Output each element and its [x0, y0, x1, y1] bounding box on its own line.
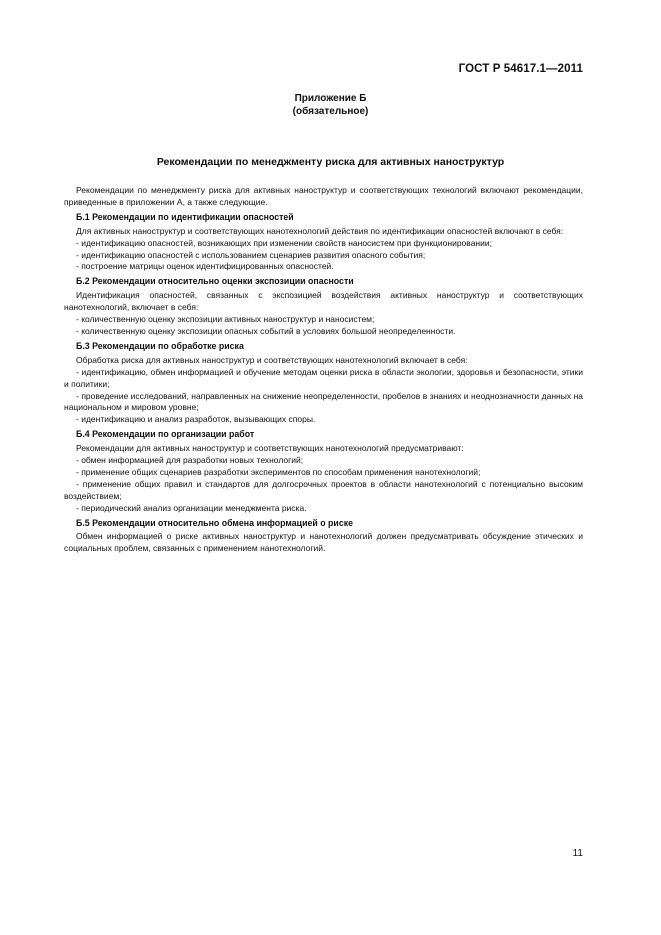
list-item: - идентификацию и анализ разработок, вызывающих споры.	[76, 414, 316, 425]
section-b2	[64, 276, 583, 338]
document-title: Рекомендации по менеджменту риска для активных наноструктур	[156, 156, 505, 168]
page-number: 11	[572, 848, 583, 859]
list-item: - применение общих правил и стандартов для долгосрочных проектов в области нанотехнологий с потенциально высоким воздействием;	[64, 478, 583, 501]
list-item: - обмен информацией для разработки новых технологий;	[76, 455, 304, 466]
list-item: - количественную оценку экспозиции активных наноструктур и наносистем;	[76, 314, 375, 325]
section-heading: Б.1 Рекомендации по идентификации опасностей	[76, 211, 294, 222]
section-b3	[64, 341, 583, 426]
list-item: - идентификацию опасностей с использованием сценариев развития опасного события;	[76, 249, 426, 260]
intro-paragraph: Рекомендации по менеджменту риска для активных наноструктур и соответствующих технологий включают рекомендации, приведенные в приложении А, а также следующие.	[64, 185, 583, 207]
list-item: - периодический анализ организации менеджмента риска.	[76, 502, 307, 513]
section-heading: Б.5 Рекомендации относительно обмена информацией о риске	[76, 517, 354, 528]
section-b5	[64, 518, 583, 556]
list-item: - построение матрицы оценок идентифицированных опасностей.	[76, 261, 334, 272]
section-paragraph: Рекомендации для активных наноструктур и соответствующих нанотехнологий предусматривают:	[76, 443, 464, 454]
list-item: - идентификацию, обмен информацией и обучение методам оценки риска в области экологии, здоровья и безопасности, этики и политики;	[64, 366, 583, 389]
section-paragraph: Обработка риска для активных наноструктур и соответствующих нанотехнологий включает в себя:	[76, 354, 468, 365]
section-heading: Б.4 Рекомендации по организации работ	[76, 429, 255, 440]
annex-block	[0, 92, 661, 118]
list-item: - проведение исследований, направленных на снижение неопределенности, пробелов в знаниях и неоднозначности данных на национальном и мировом уровне;	[64, 390, 583, 413]
section-paragraph: Для активных наноструктур и соответствующих нанотехнологий действия по идентификации опасностей включают в себя:	[76, 225, 564, 236]
document-body	[64, 185, 583, 555]
annex-title: Приложение Б	[294, 93, 367, 104]
section-heading: Б.3 Рекомендации по обработке риска	[76, 340, 244, 351]
list-item: - идентификацию опасностей, возникающих при изменении свойств наносистем при функционировании;	[76, 237, 492, 248]
document-code: ГОСТ Р 54617.1—2011	[458, 63, 583, 75]
list-item: - применение общих сценариев разработки экспериментов по способам применения нанотехнологий;	[76, 466, 481, 477]
list-item: - количественную оценку экспозиции опасных событий в условиях большой неопределенности.	[76, 325, 456, 336]
section-paragraph: Обмен информацией о риске активных наноструктур и нанотехнологий должен предусматривать обсуждение этических и социальных проблем, связанных с применением нанотехнологий.	[64, 531, 583, 554]
section-heading: Б.2 Рекомендации относительно оценки экспозиции опасности	[76, 276, 354, 287]
section-paragraph: Идентификация опасностей, связанных с экспозицией воздействия активных наноструктур и соответствующих нанотехнологий, включает в себя:	[64, 290, 583, 313]
section-b1	[64, 212, 583, 274]
section-b4	[64, 429, 583, 514]
annex-status: (обязательное)	[292, 106, 369, 117]
